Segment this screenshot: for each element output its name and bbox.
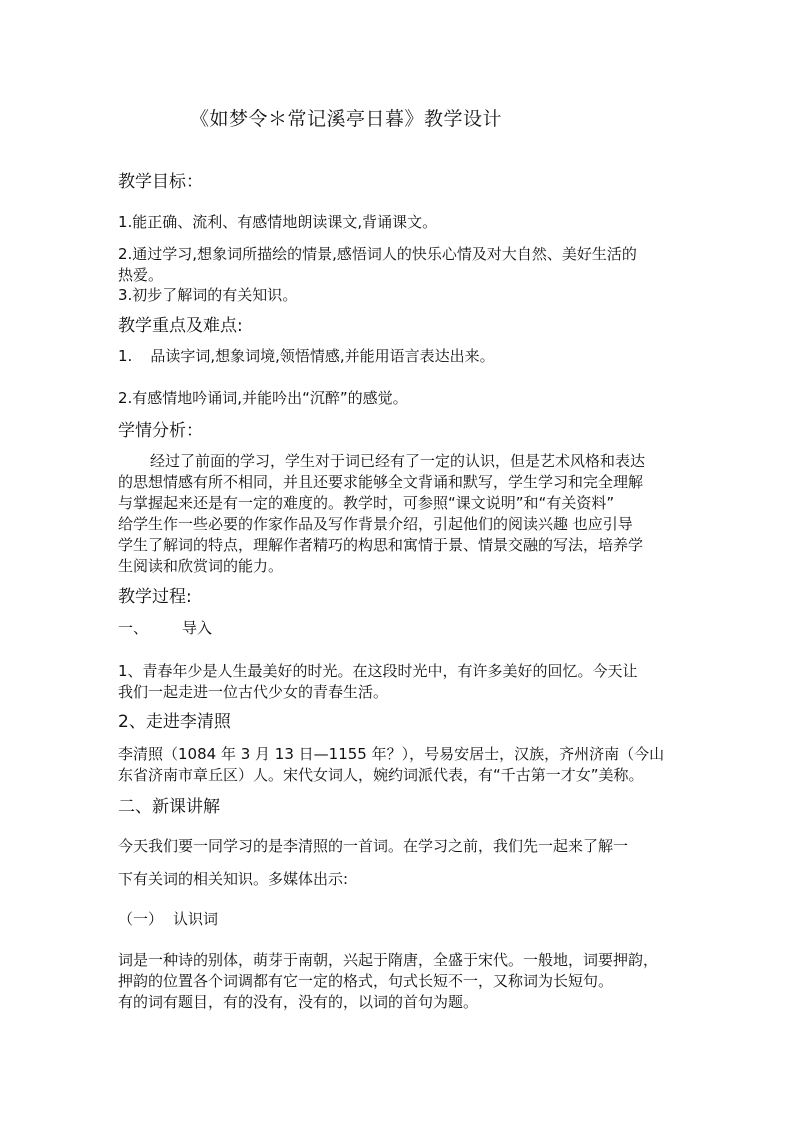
- subsection-title: 认识词: [173, 910, 219, 928]
- intro-paragraph-line-2: 我们一起走进一位古代少女的青春生活。: [118, 683, 389, 701]
- goals-item-1: 1.能正确、流利、有感情地朗读课文,背诵课文。: [118, 213, 438, 231]
- section-2-heading: 二、新课讲解: [118, 797, 220, 817]
- biography-line-1: 李清照（1084 年 3 月 13 日—1155 年？），号易安居士，汉族，齐州济南（今山: [118, 745, 665, 763]
- goals-item-3: 3.初步了解词的有关知识。: [118, 286, 298, 304]
- analysis-line-4: 给学生作一些必要的作家作品及写作背景介绍，引起他们的阅读兴趣 也应引导: [118, 515, 633, 533]
- ci-paragraph-line-1: 词是一种诗的别体，萌芽于南朝，兴起于隋唐，全盛于宋代。一般地，词要押韵，: [118, 951, 659, 969]
- key-points-item-1-number: 1.: [118, 347, 133, 365]
- section-1-number: 一、: [118, 619, 149, 637]
- analysis-line-6: 生阅读和欣赏词的能力。: [118, 557, 284, 575]
- document-title: 《如梦令＊常记溪亭日暮》教学设计: [190, 108, 503, 130]
- section-1-heading: [118, 618, 212, 638]
- lesson-intro-line-2: 下有关词的相关知识。多媒体出示:: [118, 870, 349, 888]
- process-heading: 教学过程:: [118, 587, 192, 607]
- intro-paragraph-line-1: 1、青春年少是人生最美好的时光。在这段时光中，有许多美好的回忆。今天让: [118, 662, 638, 680]
- analysis-line-5: 学生了解词的特点，理解作者精巧的构思和寓情于景、情景交融的写法，培养学: [118, 536, 644, 554]
- analysis-line-3: 与掌握起来还是有一定的难度的。教学时，可参照“课文说明”和“有关资料”: [118, 494, 615, 512]
- analysis-heading: 学情分析：: [118, 421, 203, 441]
- key-points-item-2: 2.有感情地吟诵词,并能吟出“沉醉”的感觉。: [118, 389, 408, 407]
- ci-paragraph-line-2: 押韵的位置各个词调都有它一定的格式，句式长短不一，又称词为长短句。: [118, 972, 614, 990]
- goals-heading: 教学目标：: [118, 172, 203, 192]
- lesson-intro-line-1: 今天我们要一同学习的是李清照的一首词。在学习之前，我们先一起来了解一: [118, 837, 629, 855]
- key-points-item-1-text: 品读字词,想象词境,领悟情感,并能用语言表达出来。: [150, 347, 495, 365]
- goals-item-2-line-2: 热爱。: [118, 266, 164, 284]
- key-points-heading: 教学重点及难点:: [118, 316, 243, 336]
- key-points-item-1: [118, 346, 495, 366]
- ci-paragraph-line-3: 有的词有题目，有的没有，没有的，以词的首句为题。: [118, 993, 479, 1011]
- analysis-line-1: 经过了前面的学习，学生对于词已经有了一定的认识，但是艺术风格和表达: [150, 452, 646, 470]
- subsection-heading: [118, 909, 218, 929]
- analysis-line-2: 的思想情感有所不相同，并且还要求能够全文背诵和默写，学生学习和完全理解: [118, 473, 644, 491]
- goals-item-2-line-1: 2.通过学习,想象词所描绘的情景,感悟词人的快乐心情及对大自然、美好生活的: [118, 245, 637, 263]
- sub-heading-2: 2、走进李清照: [118, 712, 231, 732]
- subsection-number: （一）: [118, 910, 164, 928]
- biography-line-2: 东省济南市章丘区）人。宋代女词人，婉约词派代表，有“千古第一才女”美称。: [118, 766, 644, 784]
- section-1-title: 导入: [182, 619, 213, 637]
